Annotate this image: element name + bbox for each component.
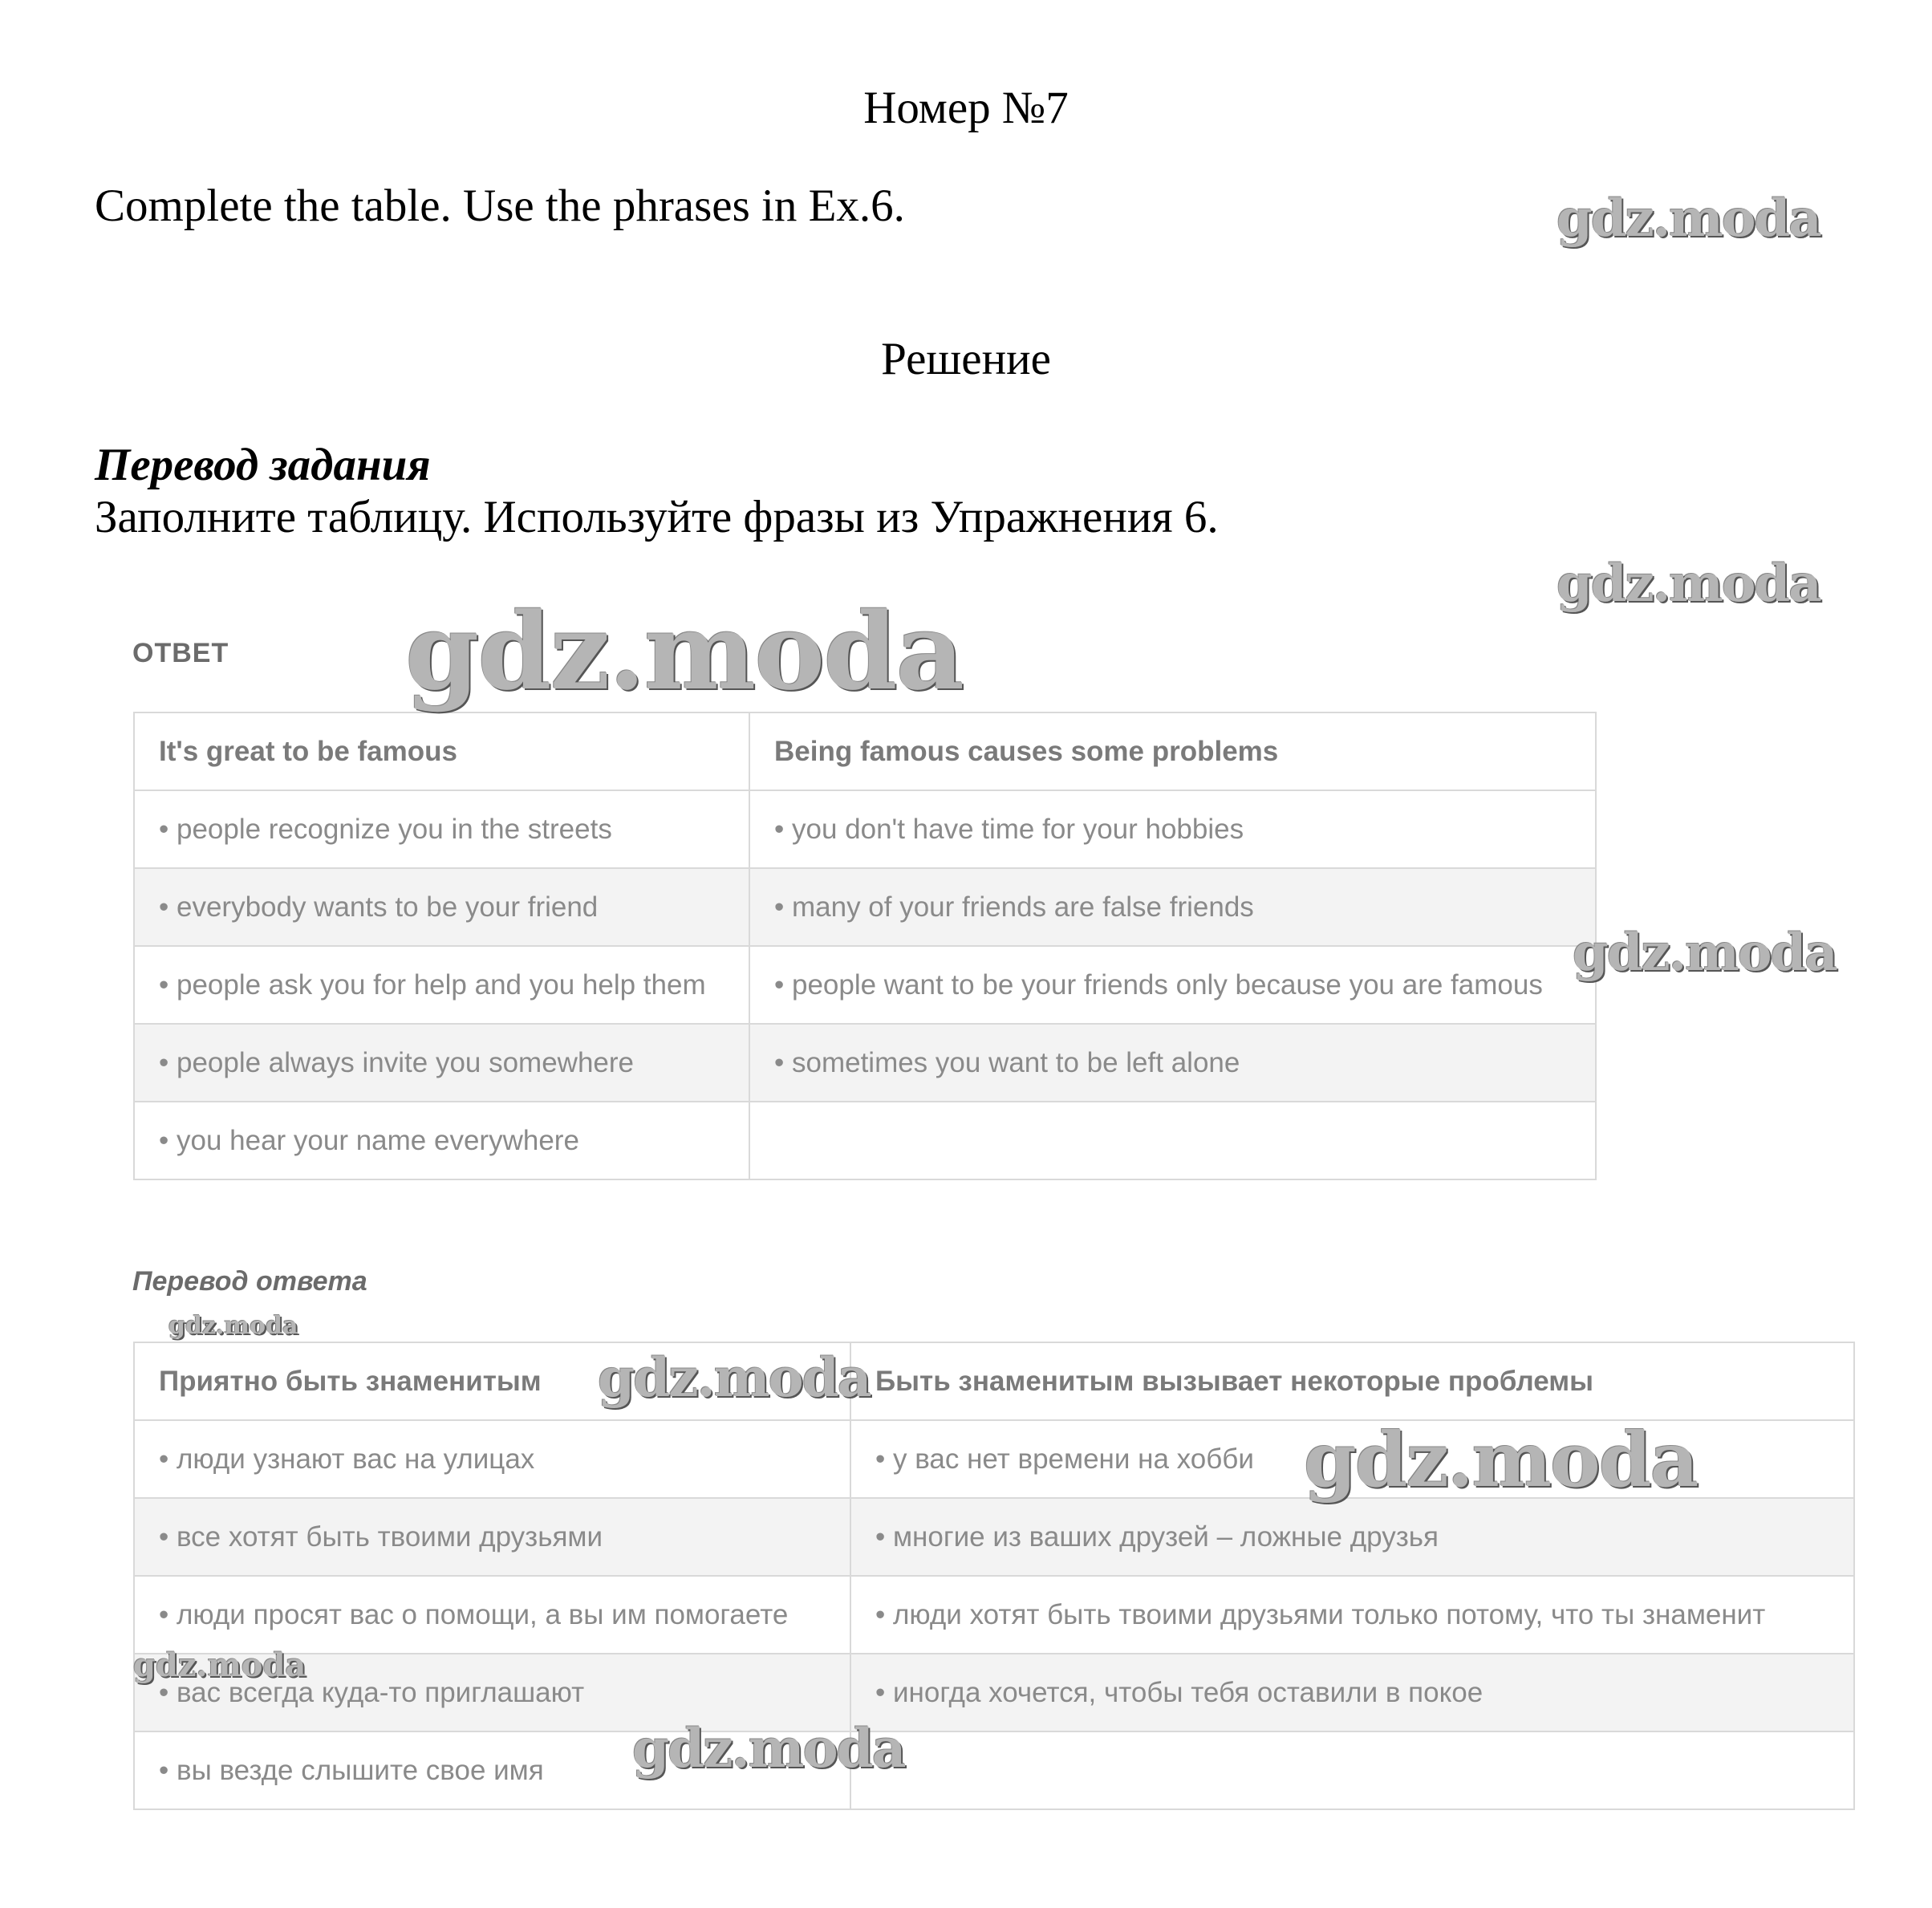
table-cell: • you don't have time for your hobbies [749,790,1596,868]
watermark-logo: gdz.moda [1557,554,1820,614]
watermark-logo: gdz.moda [632,1717,905,1780]
table-row [134,1576,1854,1654]
task-instruction: Complete the table. Use the phrases in Ex.6. [95,181,905,231]
answer-translation-label: Перевод ответа [132,1266,367,1297]
table-row [134,1731,1854,1809]
table-cell: • many of your friends are false friends [749,868,1596,946]
table-cell: • вас всегда куда-то приглашают [134,1654,850,1731]
table-row [134,790,1596,868]
answer-label: ОТВЕТ [132,638,229,668]
table-cell: • у вас нет времени на хобби [850,1420,1854,1498]
table-cell: • people always invite you somewhere [134,1024,749,1102]
answer-table [133,712,1597,1180]
table-cell: • люди просят вас о помощи, а вы им помогаете [134,1576,850,1654]
watermark-logo: gdz.moda [1573,923,1837,983]
watermark-logo: gdz.moda [598,1346,871,1409]
watermark-logo: gdz.moda [1304,1416,1698,1504]
table-row [134,868,1596,946]
column-header: It's great to be famous [134,712,749,790]
task-translation-heading: Перевод задания [95,440,431,490]
column-header: Быть знаменитым вызывает некоторые проблемы [850,1342,1854,1420]
table-cell: • многие из ваших друзей – ложные друзья [850,1498,1854,1576]
table-cell: • люди хотят быть твоими друзьями только потому, что ты знаменит [850,1576,1854,1654]
column-header: Being famous causes some problems [749,712,1596,790]
table-cell: • люди узнают вас на улицах [134,1420,850,1498]
watermark-logo: gdz.moda [168,1312,298,1340]
table-cell: • sometimes you want to be left alone [749,1024,1596,1102]
table-row [134,946,1596,1024]
table-row [134,1654,1854,1731]
watermark-logo: gdz.moda [133,1646,306,1684]
watermark-logo: gdz.moda [405,590,964,714]
table-row [134,1102,1596,1179]
task-translation-text: Заполните таблицу. Используйте фразы из Упражнения 6. [95,492,1219,542]
answer-translation-table [133,1342,1855,1810]
table-cell: • people recognize you in the streets [134,790,749,868]
table-header-row [134,712,1596,790]
table-row [134,1498,1854,1576]
table-cell: • people want to be your friends only because you are famous [749,946,1596,1024]
table-cell: • you hear your name everywhere [134,1102,749,1179]
table-cell [749,1102,1596,1179]
table-cell: • everybody wants to be your friend [134,868,749,946]
table-row [134,1024,1596,1102]
solution-heading: Решение [881,334,1051,384]
table-cell: • иногда хочется, чтобы тебя оставили в покое [850,1654,1854,1731]
table-header-row [134,1342,1854,1420]
watermark-logo: gdz.moda [1557,189,1820,249]
table-cell [850,1731,1854,1809]
table-cell: • people ask you for help and you help them [134,946,749,1024]
table-cell: • все хотят быть твоими друзьями [134,1498,850,1576]
table-cell: • вы везде слышите свое имя [134,1731,850,1809]
column-header: Приятно быть знаменитым [134,1342,850,1420]
page-title: Номер №7 [863,83,1069,133]
